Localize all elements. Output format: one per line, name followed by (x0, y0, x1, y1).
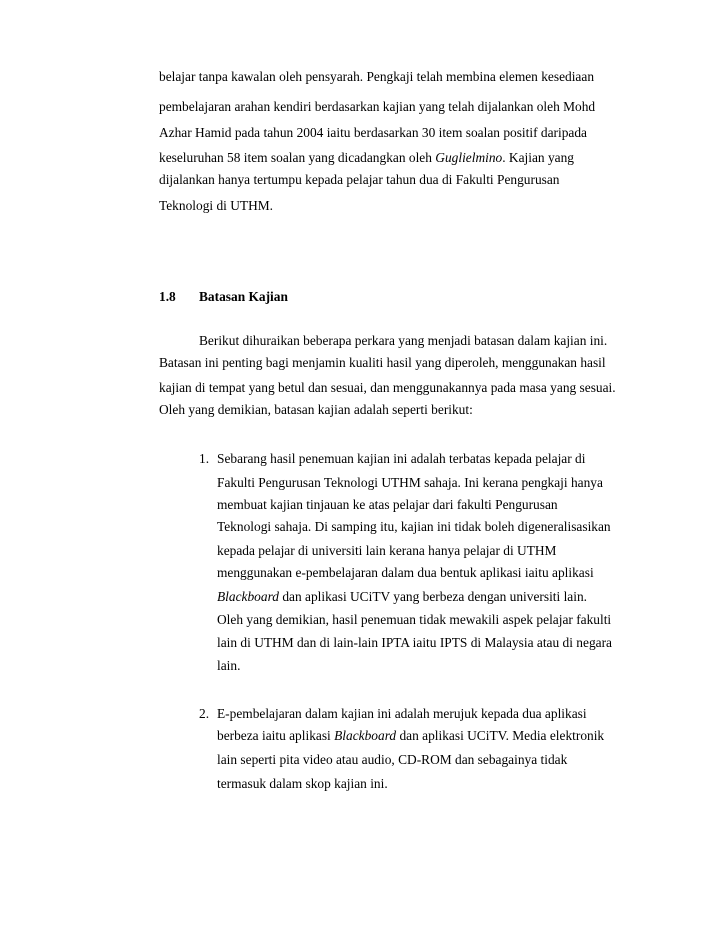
list-item-2-number: 2. (199, 706, 210, 721)
para2-line-3: kajian di tempat yang betul dan sesuai, dan menggunakannya pada masa yang sesuai. (159, 380, 616, 395)
list-item-1-line-7-post: dan aplikasi UCiTV yang berbeza dengan universiti lain. (278, 589, 588, 604)
list-item-2-line-4: termasuk dalam skop kajian ini. (217, 776, 388, 791)
list-item-1-line-7 (217, 590, 587, 603)
list-item-1-line-2: Fakulti Pengurusan Teknologi UTHM sahaja. Ini kerana pengkaji hanya (217, 475, 603, 490)
list-item-1-line-1: Sebarang hasil penemuan kajian ini adalah terbatas kepada pelajar di (217, 451, 586, 466)
list-item-2-line-2-pre: berbeza iaitu aplikasi (217, 728, 335, 743)
para1-line-5: dijalankan hanya tertumpu kepada pelajar tahun dua di Fakulti Pengurusan (159, 172, 560, 187)
para1-line-4-pre: keseluruhan 58 item soalan yang dicadangkan oleh (159, 150, 436, 165)
para1-line-4-italic: Guglielmino (435, 150, 503, 165)
list-item-2-line-1: E-pembelajaran dalam kajian ini adalah merujuk kepada dua aplikasi (217, 706, 587, 721)
section-title: Batasan Kajian (199, 289, 288, 304)
list-item-2-line-2-italic: Blackboard (334, 728, 397, 743)
para2-line-4: Oleh yang demikian, batasan kajian adalah seperti berikut: (159, 402, 473, 417)
para2-line-1: Berikut dihuraikan beberapa perkara yang menjadi batasan dalam kajian ini. (199, 333, 608, 348)
para1-line-2: pembelajaran arahan kendiri berdasarkan kajian yang telah dijalankan oleh Mohd (159, 99, 596, 114)
list-item-2-line-2 (217, 729, 604, 742)
list-item-1-line-4: Teknologi sahaja. Di samping itu, kajian ini tidak boleh digeneralisasikan (217, 519, 611, 534)
list-item-1-line-9: lain di UTHM dan di lain-lain IPTA iaitu IPTS di Malaysia atau di negara (217, 635, 612, 650)
para1-line-4-post: . Kajian yang (502, 150, 574, 165)
para1-line-4 (159, 151, 574, 164)
list-item-1-number: 1. (199, 451, 210, 466)
list-item-1-line-3: membuat kajian tinjauan ke atas pelajar dari fakulti Pengurusan (217, 497, 558, 512)
para1-line-6: Teknologi di UTHM. (159, 198, 273, 213)
list-item-1-line-7-italic: Blackboard (217, 589, 279, 604)
list-item-1-line-6: menggunakan e-pembelajaran dalam dua bentuk aplikasi iaitu aplikasi (217, 565, 594, 580)
list-item-1-line-8: Oleh yang demikian, hasil penemuan tidak mewakili aspek pelajar fakulti (217, 612, 612, 627)
para1-line-1: belajar tanpa kawalan oleh pensyarah. Pengkaji telah membina elemen kesediaan (159, 69, 595, 84)
list-item-2-line-2-post: dan aplikasi UCiTV. Media elektronik (396, 728, 605, 743)
para2-line-2: Batasan ini penting bagi menjamin kualiti hasil yang diperoleh, menggunakan hasil (159, 355, 606, 370)
para1-line-3: Azhar Hamid pada tahun 2004 iaitu berdasarkan 30 item soalan positif daripada (159, 125, 587, 140)
list-item-2-line-3: lain seperti pita video atau audio, CD-ROM dan sebagainya tidak (217, 752, 568, 767)
list-item-1-line-10: lain. (217, 658, 241, 673)
section-number: 1.8 (159, 289, 176, 304)
list-item-1-line-5: kepada pelajar di universiti lain kerana hanya pelajar di UTHM (217, 543, 557, 558)
